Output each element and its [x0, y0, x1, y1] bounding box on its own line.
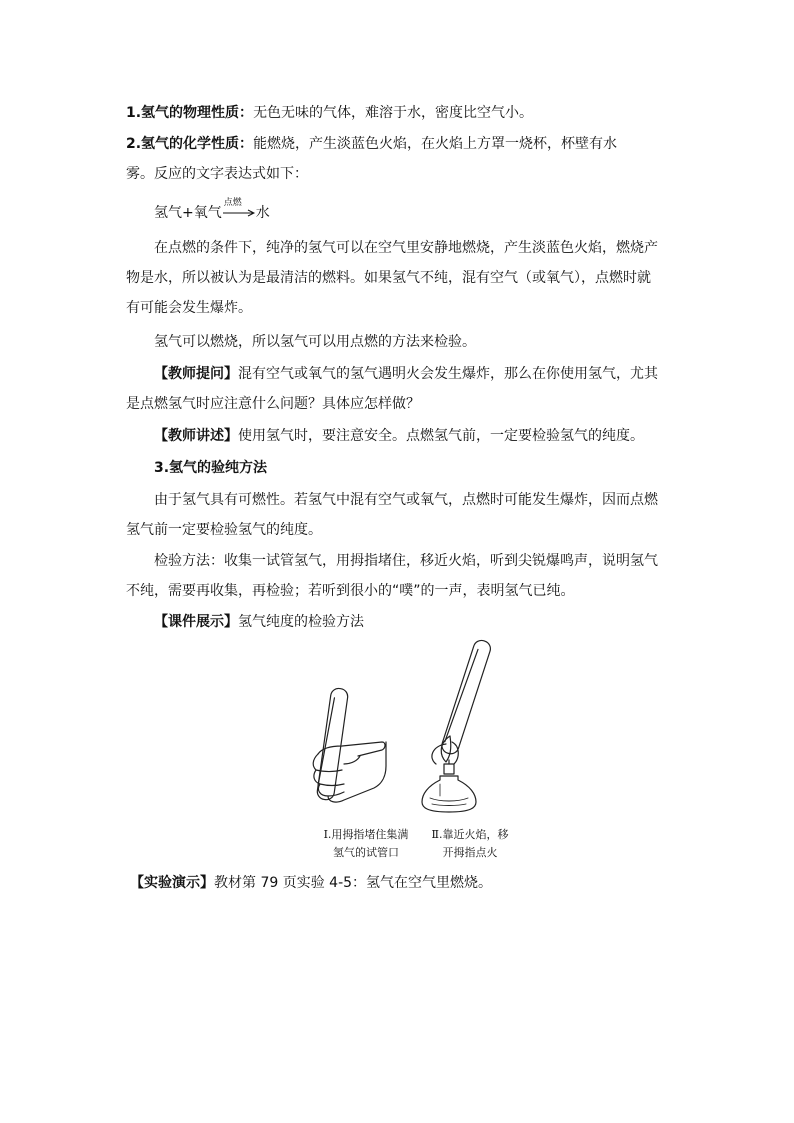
physical-properties-line	[126, 103, 671, 123]
figure-caption-1	[306, 826, 426, 862]
teacher-question-line	[154, 364, 699, 384]
combustion-para-line2: 物是水，所以被认为是最清洁的燃料。如果氢气不纯，混有空气（或氧气），点燃时就	[126, 270, 651, 286]
reaction-condition: 点燃	[223, 198, 242, 208]
teacher-statement-label: 【教师讲述】	[154, 428, 238, 444]
test-method-line2: 不纯，需要再收集，再检验；若听到很小的“噗”的一声，表明氢气已纯。	[126, 583, 575, 599]
teacher-question-text: 混有空气或氧气的氢气遇明火会发生爆炸，那么在你使用氢气，尤其	[238, 366, 658, 382]
equation-product: 水	[255, 205, 270, 221]
equation-reactants: 氢气+氧气	[154, 205, 222, 221]
chemical-properties-label: 2.氢气的化学性质：	[126, 136, 254, 152]
test-tube-in-hand-illustration	[313, 687, 386, 802]
word-equation	[154, 198, 699, 223]
flammability-para-line2: 氢气前一定要检验氢气的纯度。	[126, 522, 322, 538]
combustion-para-line3: 有可能会发生爆炸。	[126, 300, 252, 316]
figure-caption-1-line1: Ⅰ.用拇指堵住集满	[323, 828, 409, 841]
purity-test-heading: 3.氢气的验纯方法	[154, 460, 268, 476]
teacher-question-cont: 是点燃氢气时应注意什么问题？具体应怎样做？	[126, 396, 420, 412]
combustion-para-line1: 在点燃的条件下，纯净的氢气可以在空气里安静地燃烧，产生淡蓝色火焰，燃烧产	[154, 240, 658, 256]
arrow-icon	[222, 203, 256, 223]
physical-properties-text: 无色无味的气体，难溶于水，密度比空气小。	[253, 105, 534, 121]
courseware-line	[154, 612, 699, 632]
experiment-demo-line	[130, 873, 675, 893]
physical-properties-label: 1.氢气的物理性质：	[126, 105, 254, 121]
courseware-text: 氢气纯度的检验方法	[238, 614, 364, 630]
test-method-line1: 检验方法：收集一试管氢气，用拇指堵住，移近火焰，听到尖锐爆鸣声，说明氢气	[154, 553, 658, 569]
reaction-arrow	[222, 198, 256, 223]
chemical-properties-text: 能燃烧，产生淡蓝色火焰，在火焰上方罩一烧杯，杯壁有水	[253, 136, 618, 152]
teacher-question-label: 【教师提问】	[154, 366, 238, 382]
ignition-test-line: 氢气可以燃烧，所以氢气可以用点燃的方法来检验。	[154, 334, 476, 350]
flammability-para-line1: 由于氢气具有可燃性。若氢气中混有空气或氧气，点燃时可能发生爆炸，因而点燃	[154, 492, 658, 508]
chemical-properties-line	[126, 134, 671, 154]
figure-caption-2-line1: Ⅱ.靠近火焰，移	[431, 828, 509, 841]
chemical-properties-cont: 雾。反应的文字表达式如下：	[126, 166, 308, 182]
experiment-demo-label: 【实验演示】	[130, 875, 214, 891]
teacher-statement-line	[154, 426, 699, 446]
courseware-label: 【课件展示】	[154, 614, 238, 630]
purity-test-figure	[300, 636, 520, 826]
experiment-demo-text: 教材第 79 页实验 4-5：氢气在空气里燃烧。	[214, 875, 493, 891]
teacher-statement-text: 使用氢气时，要注意安全。点燃氢气前，一定要检验氢气的纯度。	[238, 428, 644, 444]
figure-caption-2-line2: 开拇指点火	[442, 846, 498, 859]
test-tube-over-flame-illustration	[422, 638, 492, 812]
figure-caption-2	[420, 826, 520, 862]
figure-caption-1-line2: 氢气的试管口	[333, 846, 399, 859]
